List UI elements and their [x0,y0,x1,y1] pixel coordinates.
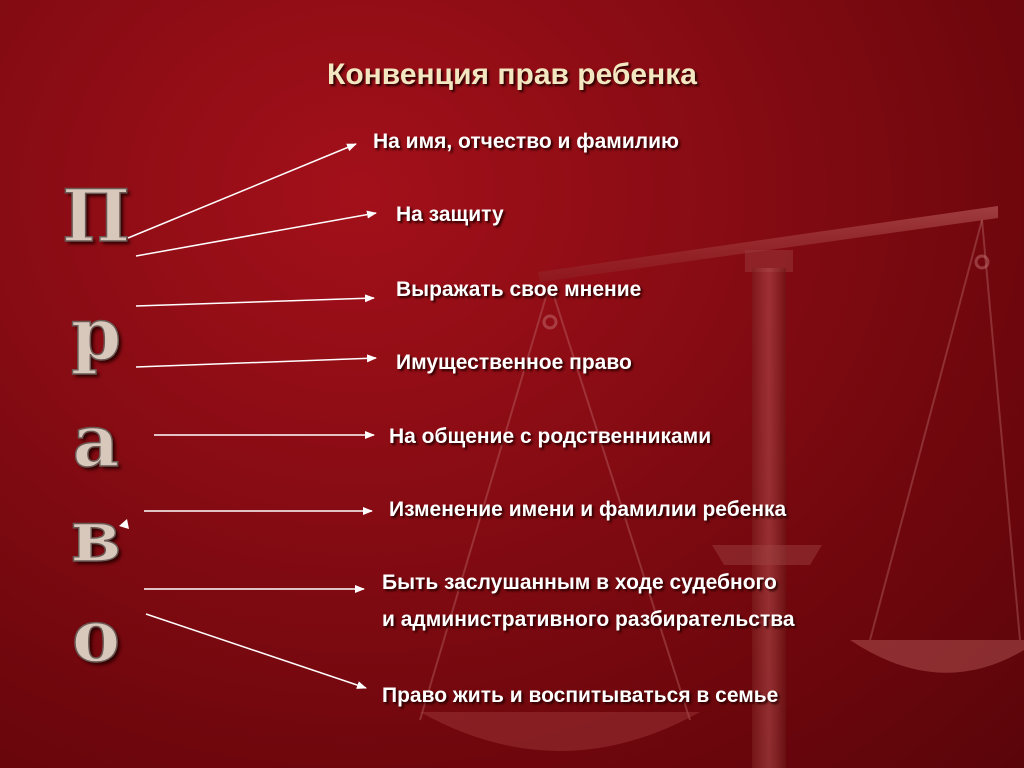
right-item-8: Право жить и воспитываться в семье [382,684,779,707]
arrow-1 [128,144,356,238]
right-item-2: На защиту [396,203,504,226]
arrow-8 [146,614,366,688]
word-letter-5: о [71,593,121,678]
slide-title: Конвенция прав ребенка [327,58,697,91]
word-letter-4: в [70,493,122,578]
word-letter-1: П [62,173,130,258]
right-item-4: Имущественное право [396,351,632,374]
right-item-6: Изменение имени и фамилии ребенка [389,498,787,521]
small-arrow-mark [119,519,129,529]
word-letter-2: р [70,291,122,376]
right-item-3: Выражать свое мнение [396,278,642,301]
arrow-4 [136,358,376,367]
right-item-7a: Быть заслушанным в ходе судебного [382,571,777,594]
right-item-7b: и административного разбирательства [382,608,795,631]
word-letter-3: а [72,398,120,483]
right-item-5: На общение с родственниками [389,425,712,448]
right-item-1: На имя, отчество и фамилию [373,130,679,153]
arrow-3 [136,298,374,306]
